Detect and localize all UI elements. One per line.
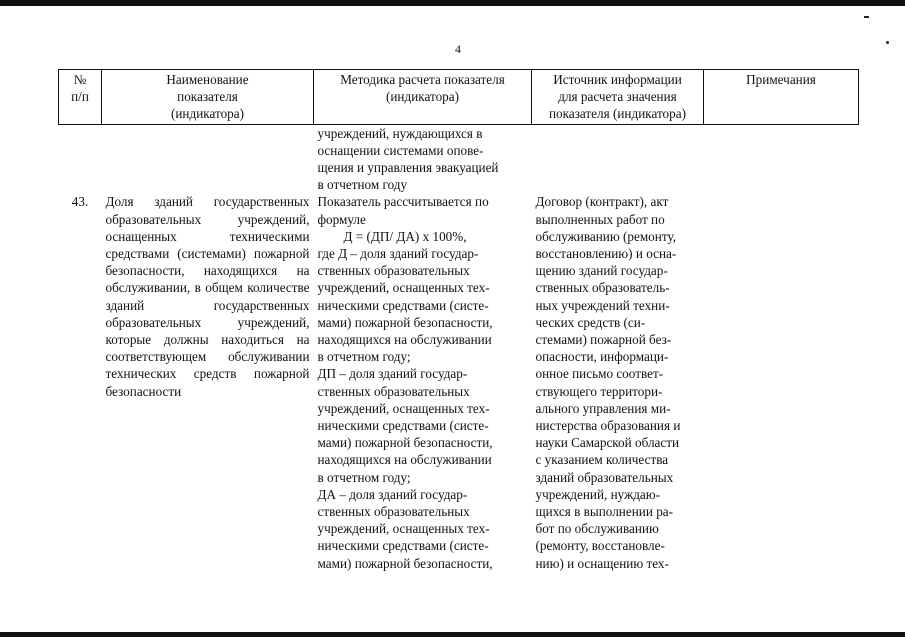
header-indicator-name: Наименование показателя (индикатора) — [102, 70, 314, 125]
notes-cell — [704, 193, 859, 571]
scan-bottom-border — [0, 632, 905, 637]
table-row-continuation — [59, 124, 859, 193]
scan-top-border — [0, 0, 905, 6]
indicator-table — [58, 69, 859, 572]
table-row-43 — [59, 193, 859, 571]
header-information-source: Источник информации для расчета значения показателя (индикатора) — [532, 70, 704, 125]
method-continuation: учреждений, нуждающихся в оснащении системами опове- щения и управления эвакуацией в отчетном году — [317, 125, 499, 193]
table-header-row — [59, 70, 859, 125]
page-number: 4 — [455, 42, 461, 56]
row-number: 43. — [71, 194, 89, 210]
header-number: № п/п — [59, 70, 102, 125]
formula: Д = (ДП/ ДА) х 100%, — [343, 228, 467, 244]
header-calculation-method: Методика расчета показателя (индикатора) — [314, 70, 532, 125]
method-intro: Показатель рассчитывается по формуле — [317, 194, 489, 227]
calculation-method — [314, 193, 532, 571]
indicator-name: Доля зданий государственных образовательных учреждений, оснащенных техническими средствами (системами) пожарной безопасности, находящихся на обслуживании, в общем количестве зданий государственных образовательных учреждений, которые должны находиться на соответствующем обслуживании технических средств пожарной безопасности — [105, 194, 310, 399]
header-notes: Примечания — [704, 70, 859, 125]
information-source: Договор (контракт), акт выполненных работ по обслуживанию (ремонту, восстановлению) и осна- щению зданий государ- ственных образователь- ных учреждений техни- ческих средств (си- стемами) пожарной без- опасности, информаци- онное письмо соответ- ствующего территори- ального управления ми- нистерства образования и науки Самарской области с указанием количества зданий образовательных учреждений, нуждаю- щихся в выполнении ра- бот по обслуживанию (ремонту, восстановле- нию) и оснащению тех- — [535, 194, 681, 571]
scan-artifact — [886, 41, 889, 44]
method-body: где Д – доля зданий государ- ственных образовательных учреждений, оснащенных тех- ническими средствами (систе- мами) пожарной безопасности, находящихся на обслуживании в отчетном году; ДП – доля зданий государ- ственных образовательных учреждений, оснащенных тех- ническими средствами (систе- мами) пожарной безопасности, находящихся на обслуживании в отчетном году; ДА – доля зданий государ- ственных образовательных учреждений, оснащенных тех- ническими средствами (систе- мами) пожарной безопасности, — [317, 246, 493, 571]
scan-artifact — [864, 16, 869, 18]
